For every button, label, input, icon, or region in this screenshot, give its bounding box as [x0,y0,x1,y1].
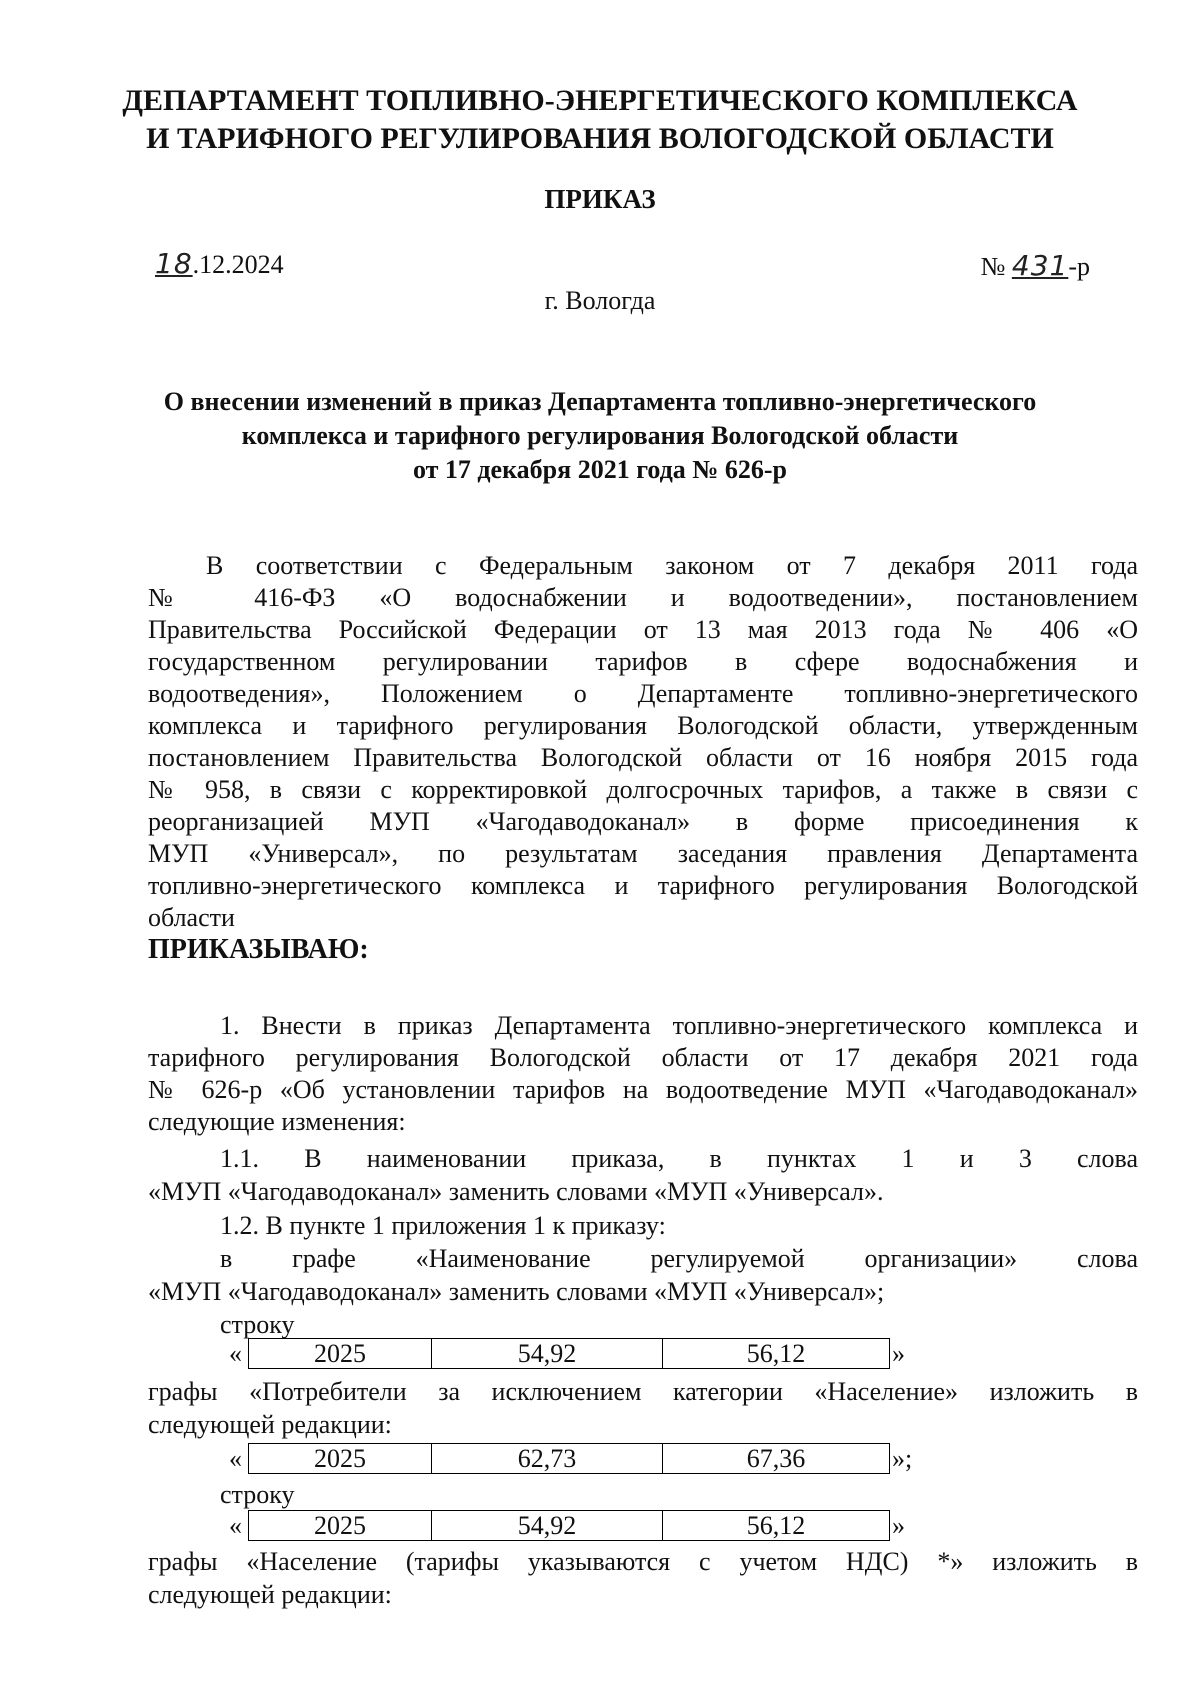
subject-line-3: от 17 декабря 2021 года № 626-р [412,455,788,484]
stroku-label: строку [220,1310,295,1339]
subject-line-2: комплекса и тарифного регулирования Вологодской области [241,421,959,450]
row-b-year: 2025 [249,1444,432,1474]
tariff-row-b [248,1443,890,1474]
preamble-line: В соответствии с Федеральным законом от 7 декабря 2011 года [206,551,1138,580]
preamble-paragraph [148,550,1138,934]
item-1-line: 1. Внести в приказ Департамента топливно-энергетического комплекса и [220,1011,1138,1040]
preamble-line: государственном регулировании тарифов в сфере водоснабжения и [148,647,1138,676]
number-suffix: -р [1068,252,1090,281]
tariff-row-a [248,1338,890,1369]
doc-type-title: ПРИКАЗ [544,184,656,214]
preamble-line: постановлением Правительства Вологодской области от 16 ноября 2015 года [148,743,1138,772]
item-1-line: тарифного регулирования Вологодской области от 17 декабря 2021 года [148,1043,1138,1072]
subject-line-1: О внесении изменений в приказ Департамента топливно-энергетического [163,387,1037,416]
item-1-2-text: «МУП «Чагодаводоканал» заменить словами «МУП «Универсал»; [148,1277,885,1306]
order-number [981,249,1090,282]
item-1-paragraph [148,1010,1138,1138]
department-line-1: ДЕПАРТАМЕНТ ТОПЛИВНО-ЭНЕРГЕТИЧЕСКОГО КОМПЛЕКСА [122,84,1078,117]
row-c-year: 2025 [249,1511,432,1541]
order-word: ПРИКАЗЫВАЮ: [148,934,369,965]
number-prefix: № [980,252,1006,281]
preamble-line: № 416-ФЗ «О водоснабжении и водоотведении», постановлением [148,583,1138,612]
handwritten-day: 18 [155,247,193,280]
item-1-line: № 626-р «Об установлении тарифов на водоотведение МУП «Чагодаводоканал» [148,1075,1138,1104]
city: г. Вологда [544,286,656,315]
row-c-open-quote: « [229,1511,242,1540]
row-b-value-2: 67,36 [663,1444,890,1474]
preamble-line: комплекса и тарифного регулирования Вологодской области, утвержденным [148,711,1138,740]
row-a-value-1: 54,92 [432,1339,663,1369]
preamble-line: Правительства Российской Федерации от 13 мая 2013 года № 406 «О [148,615,1138,644]
row-c-value-2: 56,12 [663,1511,890,1541]
item-1-1-line: «МУП «Чагодаводоканал» заменить словами «МУП «Универсал». [148,1177,884,1206]
row-b-value-1: 62,73 [432,1444,663,1474]
item-1-2-text: графы «Население (тарифы указываются с учетом НДС) *» изложить в [148,1547,1138,1576]
row-b-open-quote: « [229,1444,242,1473]
item-1-line: следующие изменения: [148,1107,406,1136]
preamble-line: водоотведения», Положением о Департаменте топливно-энергетического [148,679,1138,708]
preamble-line: № 958, в связи с корректировкой долгосрочных тарифов, а также в связи с [148,775,1138,804]
row-a-open-quote: « [229,1339,242,1368]
preamble-line: МУП «Универсал», по результатам заседания правления Департамента [148,839,1138,868]
date-rest: .12.2024 [192,250,284,279]
order-subject [0,385,1200,487]
row-b-close-quote: »; [892,1444,913,1473]
row-a-close-quote: » [892,1339,905,1368]
department-line-2: И ТАРИФНОГО РЕГУЛИРОВАНИЯ ВОЛОГОДСКОЙ ОБЛАСТИ [146,122,1054,155]
item-1-2-text: в графе «Наименование регулируемой организации» слова [220,1244,1138,1273]
handwritten-number: 431 [1011,249,1069,282]
item-1-2-text: графы «Потребители за исключением категории «Население» изложить в [148,1377,1138,1406]
item-1-2-text: следующей редакции: [148,1410,392,1439]
preamble-line: области [148,903,235,932]
department-heading [0,82,1200,158]
row-c-close-quote: » [892,1511,905,1540]
preamble-line: реорганизацией МУП «Чагодаводоканал» в форме присоединения к [148,807,1138,836]
stroku-label: строку [220,1480,295,1509]
item-1-2-intro: 1.2. В пункте 1 приложения 1 к приказу: [220,1211,666,1240]
tariff-row-c [248,1510,890,1541]
order-date [155,247,284,280]
item-1-2-text: следующей редакции: [148,1580,392,1609]
row-c-value-1: 54,92 [432,1511,663,1541]
preamble-line: топливно-энергетического комплекса и тарифного регулирования Вологодской [148,871,1138,900]
row-a-value-2: 56,12 [663,1339,890,1369]
row-a-year: 2025 [249,1339,432,1369]
item-1-1-line: 1.1. В наименовании приказа, в пунктах 1 и 3 слова [220,1144,1138,1173]
